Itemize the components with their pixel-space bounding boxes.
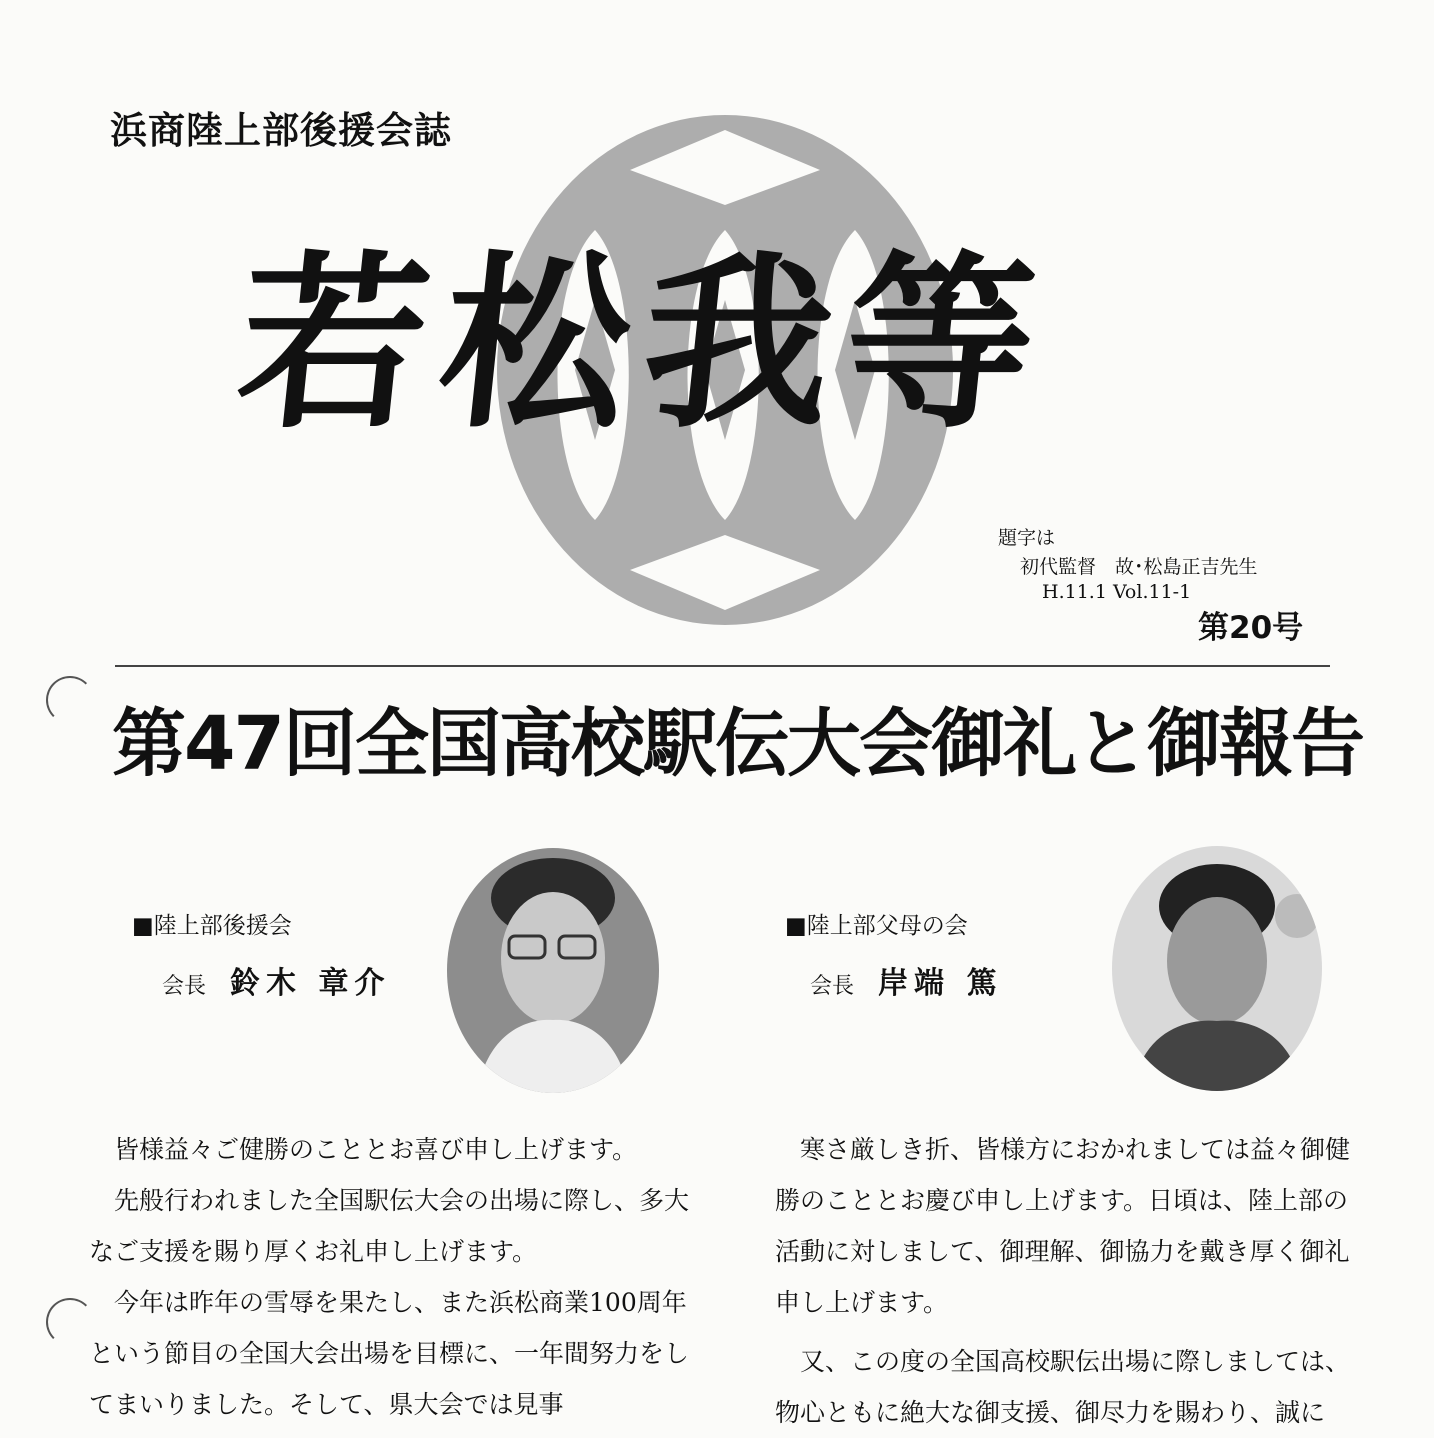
left-author (162, 958, 390, 1002)
issue-number: 第20号 (1198, 610, 1304, 646)
newsletter-title: 若松我等 (228, 233, 1060, 454)
left-paragraph-2: 先般行われました全国駅伝大会の出場に際し、多大なご支援を賜り厚くお礼申し上げます。 (89, 1186, 690, 1266)
organization-name: 浜商陸上部後援会誌 (110, 109, 452, 152)
volume-line: H.11.1 Vol.11-1 (1042, 581, 1192, 603)
headline: 第47回全国高校駅伝大会御礼と御報告 (112, 701, 1363, 787)
right-paragraph-2: 又、この度の全国高校駅伝出場に際しましては、物心ともに絶大な御支援、御尽力を賜わり、誠に (775, 1347, 1351, 1427)
credit-line-2: 初代監督 故･松島正吉先生 (1020, 556, 1258, 578)
divider (115, 665, 1330, 667)
right-name: 岸端 篤 (878, 966, 1003, 1001)
right-role: 会長 (810, 974, 855, 999)
left-paragraph-3: 今年は昨年の雪辱を果たし、また浜松商業100周年という節目の全国大会出場を目標に、一年間努力をしてまいりました。そして、県大会では見事 (89, 1288, 690, 1419)
right-paragraph-1: 寒さ厳しき折、皆様方におかれましては益々御健勝のこととお慶び申し上げます。日頃は、陸上部の活動に対しまして、御理解、御協力を戴き厚く御礼申し上げます。 (775, 1135, 1351, 1317)
right-section-tag: ■陸上部父母の会 (785, 913, 968, 939)
right-body (775, 1124, 1355, 1438)
left-portrait-photo (447, 848, 659, 1093)
left-role: 会長 (162, 974, 207, 999)
left-section-tag: ■陸上部後援会 (132, 913, 292, 939)
right-author (810, 958, 1002, 1002)
punch-hole (46, 676, 94, 724)
left-paragraph-1: 皆様益々ご健勝のこととお喜び申し上げます。 (114, 1135, 638, 1164)
punch-hole (46, 1298, 94, 1346)
right-portrait-photo (1112, 846, 1322, 1091)
left-body (89, 1124, 689, 1430)
left-name: 鈴木 章介 (230, 966, 391, 1001)
credit-line-1: 題字は (998, 527, 1056, 549)
